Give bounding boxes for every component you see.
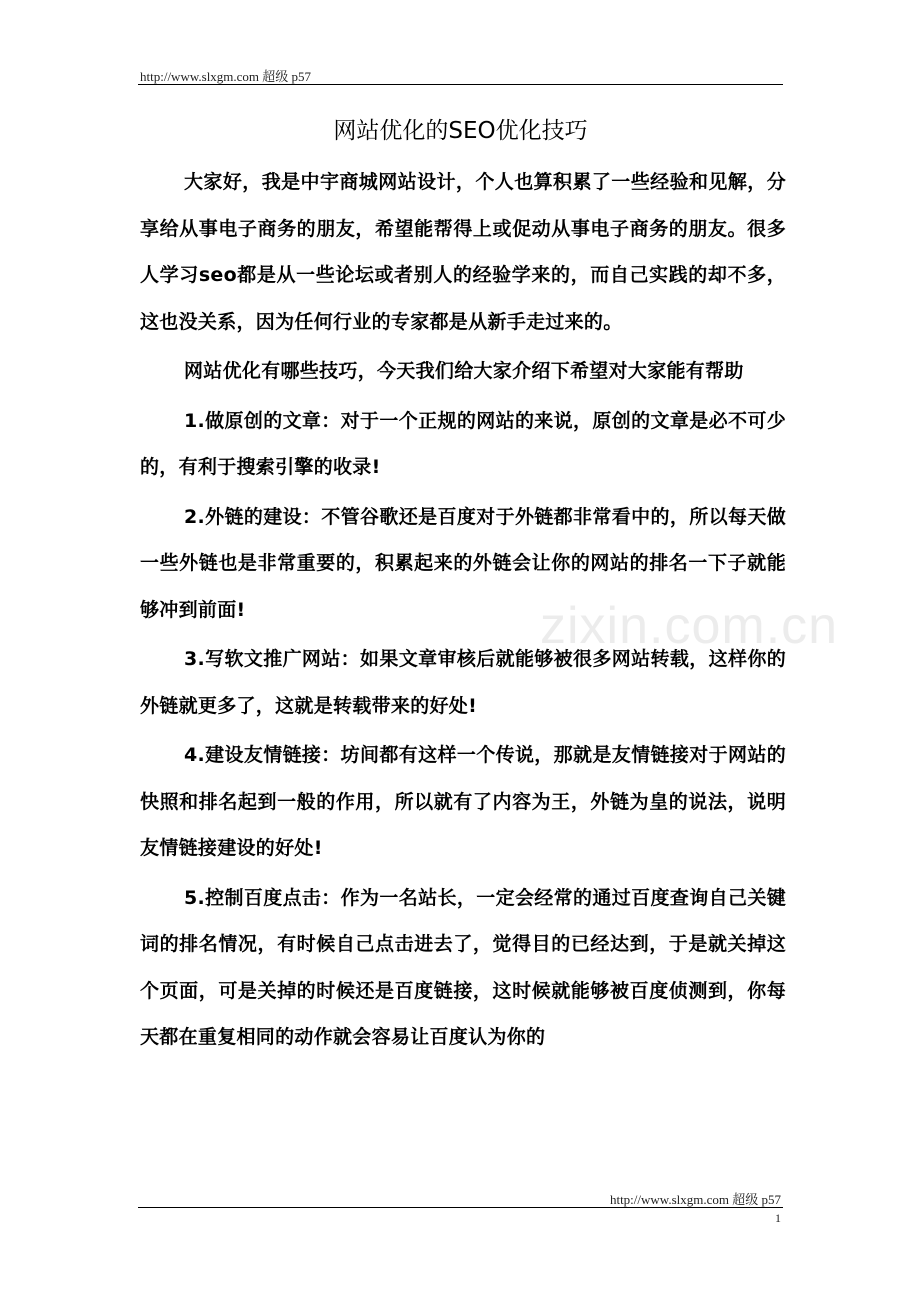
document-body bbox=[140, 159, 786, 1064]
header-divider bbox=[138, 84, 783, 85]
page-footer-text: http://www.slxgm.com 超级 p57 bbox=[609, 1192, 781, 1207]
footer-divider bbox=[138, 1207, 783, 1208]
paragraph-tip-4: 4.建设友情链接：坊间都有这样一个传说，那就是友情链接对于网站的快照和排名起到一般的作用，所以就有了内容为王，外链为皇的说法，说明友情链接建设的好处! bbox=[140, 744, 786, 859]
paragraph-intro: 大家好，我是中宇商城网站设计，个人也算积累了一些经验和见解，分享给从事电子商务的朋友，希望能帮得上或促动从事电子商务的朋友。很多人学习seo都是从一些论坛或者别人的经验学来的，而自己实践的却不多，这也没关系，因为任何行业的专家都是从新手走过来的。 bbox=[140, 171, 786, 333]
paragraph-tip-5: 5.控制百度点击：作为一名站长，一定会经常的通过百度查询自己关键词的排名情况，有时候自己点击进去了，觉得目的已经达到，于是就关掉这个页面，可是关掉的时候还是百度链接，这时候就能够被百度侦测到，你每天都在重复相同的动作就会容易让百度认为你的 bbox=[140, 886, 786, 1048]
document-title: 网站优化的SEO优化技巧 bbox=[333, 118, 588, 144]
paragraph-tip-2: 2.外链的建设：不管谷歌还是百度对于外链都非常看中的，所以每天做一些外链也是非常重要的，积累起来的外链会让你的网站的排名一下子就能够冲到前面! bbox=[140, 505, 786, 621]
watermark: zixin.com.cn bbox=[540, 597, 839, 655]
paragraph-tip-3: 3.写软文推广网站：如果文章审核后就能够被很多网站转载，这样你的外链就更多了，这就是转载带来的好处! bbox=[140, 648, 786, 717]
page-number: 1 bbox=[775, 1211, 781, 1225]
paragraph-question: 网站优化有哪些技巧，今天我们给大家介绍下希望对大家能有帮助 bbox=[184, 360, 744, 382]
page-header-text: http://www.slxgm.com 超级 p57 bbox=[140, 69, 312, 84]
paragraph-tip-1: 1.做原创的文章：对于一个正规的网站的来说，原创的文章是必不可少的，有利于搜索引擎的收录! bbox=[140, 409, 786, 478]
